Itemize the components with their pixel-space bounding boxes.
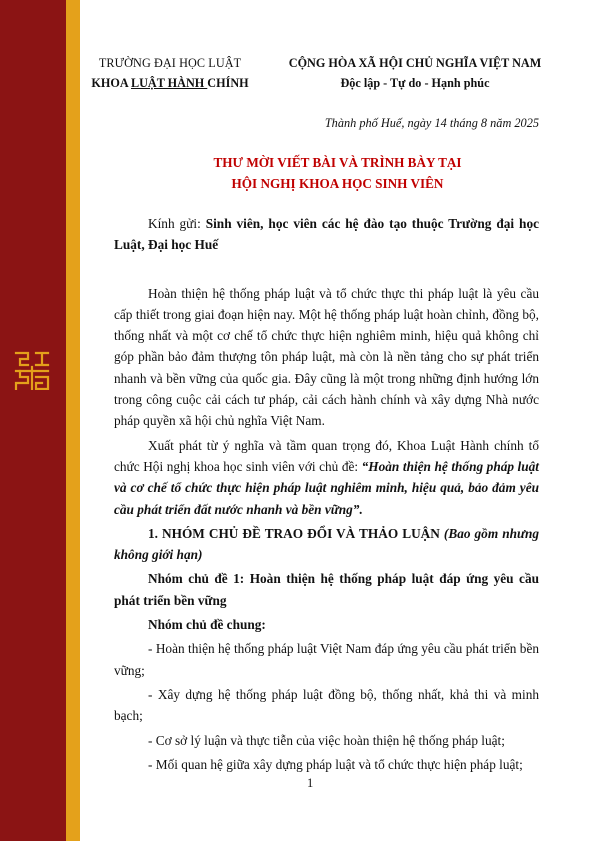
sidebar-band	[0, 0, 66, 841]
title-line-2: HỘI NGHỊ KHOA HỌC SINH VIÊN	[231, 176, 444, 191]
section-heading-note: (Bao gồm nhưng không giới hạn)	[114, 525, 539, 563]
national-header	[270, 53, 560, 93]
letter-body	[114, 213, 539, 775]
conference-theme: “Hoàn thiện hệ thống pháp luật và cơ chế tổ chức thực hiện pháp luật nghiêm minh, hiệu quả, bảo đảm yêu cầu phát triển đất nước nhanh và bền vững”.	[114, 458, 539, 517]
list-item: - Xây dựng hệ thống pháp luật đồng bộ, thống nhất, khả thi và minh bạch;	[114, 686, 539, 724]
list-item: - Cơ sở lý luận và thực tiễn của việc hoàn thiện hệ thống pháp luật;	[148, 732, 505, 748]
title-line-1: THƯ MỜI VIẾT BÀI VÀ TRÌNH BÀY TẠI	[213, 155, 462, 170]
decorative-emblem-icon	[14, 350, 50, 390]
recipient-label: Kính gửi:	[148, 216, 206, 231]
recipient-line	[114, 213, 539, 256]
paragraph-theme	[114, 435, 539, 520]
recipient-value: Sinh viên, học viên các hệ đào tạo thuộc Trường đại học Luật, Đại học Huế	[114, 216, 539, 253]
theme-lead: Xuất phát từ ý nghĩa và tầm quan trọng đó, Khoa Luật Hành chính tổ chức Hội nghị khoa học sinh viên với chủ đề:	[114, 437, 539, 474]
faculty-underlined: LUẬT HÀNH	[131, 76, 208, 90]
topic-group-1: Nhóm chủ đề 1: Hoàn thiện hệ thống pháp luật đáp ứng yêu cầu phát triển bền vững	[114, 571, 539, 608]
document-page	[80, 0, 595, 841]
general-topics-heading: Nhóm chủ đề chung:	[148, 617, 266, 633]
institution-header	[84, 53, 256, 93]
list-item: - Mối quan hệ giữa xây dựng pháp luật và tổ chức thực hiện pháp luật;	[148, 756, 523, 772]
faculty-prefix: KHOA	[91, 76, 131, 90]
section-heading	[114, 523, 539, 566]
university-name: TRƯỜNG ĐẠI HỌC LUẬT	[98, 56, 242, 70]
paragraph-intro: Hoàn thiện hệ thống pháp luật và tổ chức thực thi pháp luật là yêu cầu cấp thiết trong giai đoạn hiện nay. Một hệ thống pháp luật hoàn chỉnh, đồng bộ, thống nhất và một cơ chế tổ chức thực hiện nghiêm minh, hiệu quả không chỉ góp phần bảo đảm thượng tôn pháp luật, mà còn là nền tảng cho sự phát triển nhanh và bền vững của quốc gia. Đây cũng là một trong những định hướng lớn trong công cuộc cải cách tư pháp, cải cách hành chính và xây dựng Nhà nước pháp quyền xã hội chủ nghĩa Việt Nam.	[114, 285, 539, 429]
section-heading-text: 1. NHÓM CHỦ ĐỀ TRAO ĐỔI VÀ THẢO LUẬN	[148, 525, 444, 541]
list-item: - Hoàn thiện hệ thống pháp luật Việt Nam đáp ứng yêu cầu phát triển bền vững;	[114, 641, 539, 678]
page-number: 1	[307, 776, 314, 790]
faculty-name	[84, 73, 256, 93]
country-name: CỘNG HÒA XÃ HỘI CHỦ NGHĨA VIỆT NAM	[288, 56, 542, 70]
faculty-suffix: CHÍNH	[207, 76, 249, 90]
document-title	[80, 152, 595, 194]
sidebar-gold-stripe	[66, 0, 80, 841]
national-motto: Độc lập - Tự do - Hạnh phúc	[340, 76, 490, 90]
document-date: Thành phố Huế, ngày 14 tháng 8 năm 2025	[324, 116, 539, 130]
